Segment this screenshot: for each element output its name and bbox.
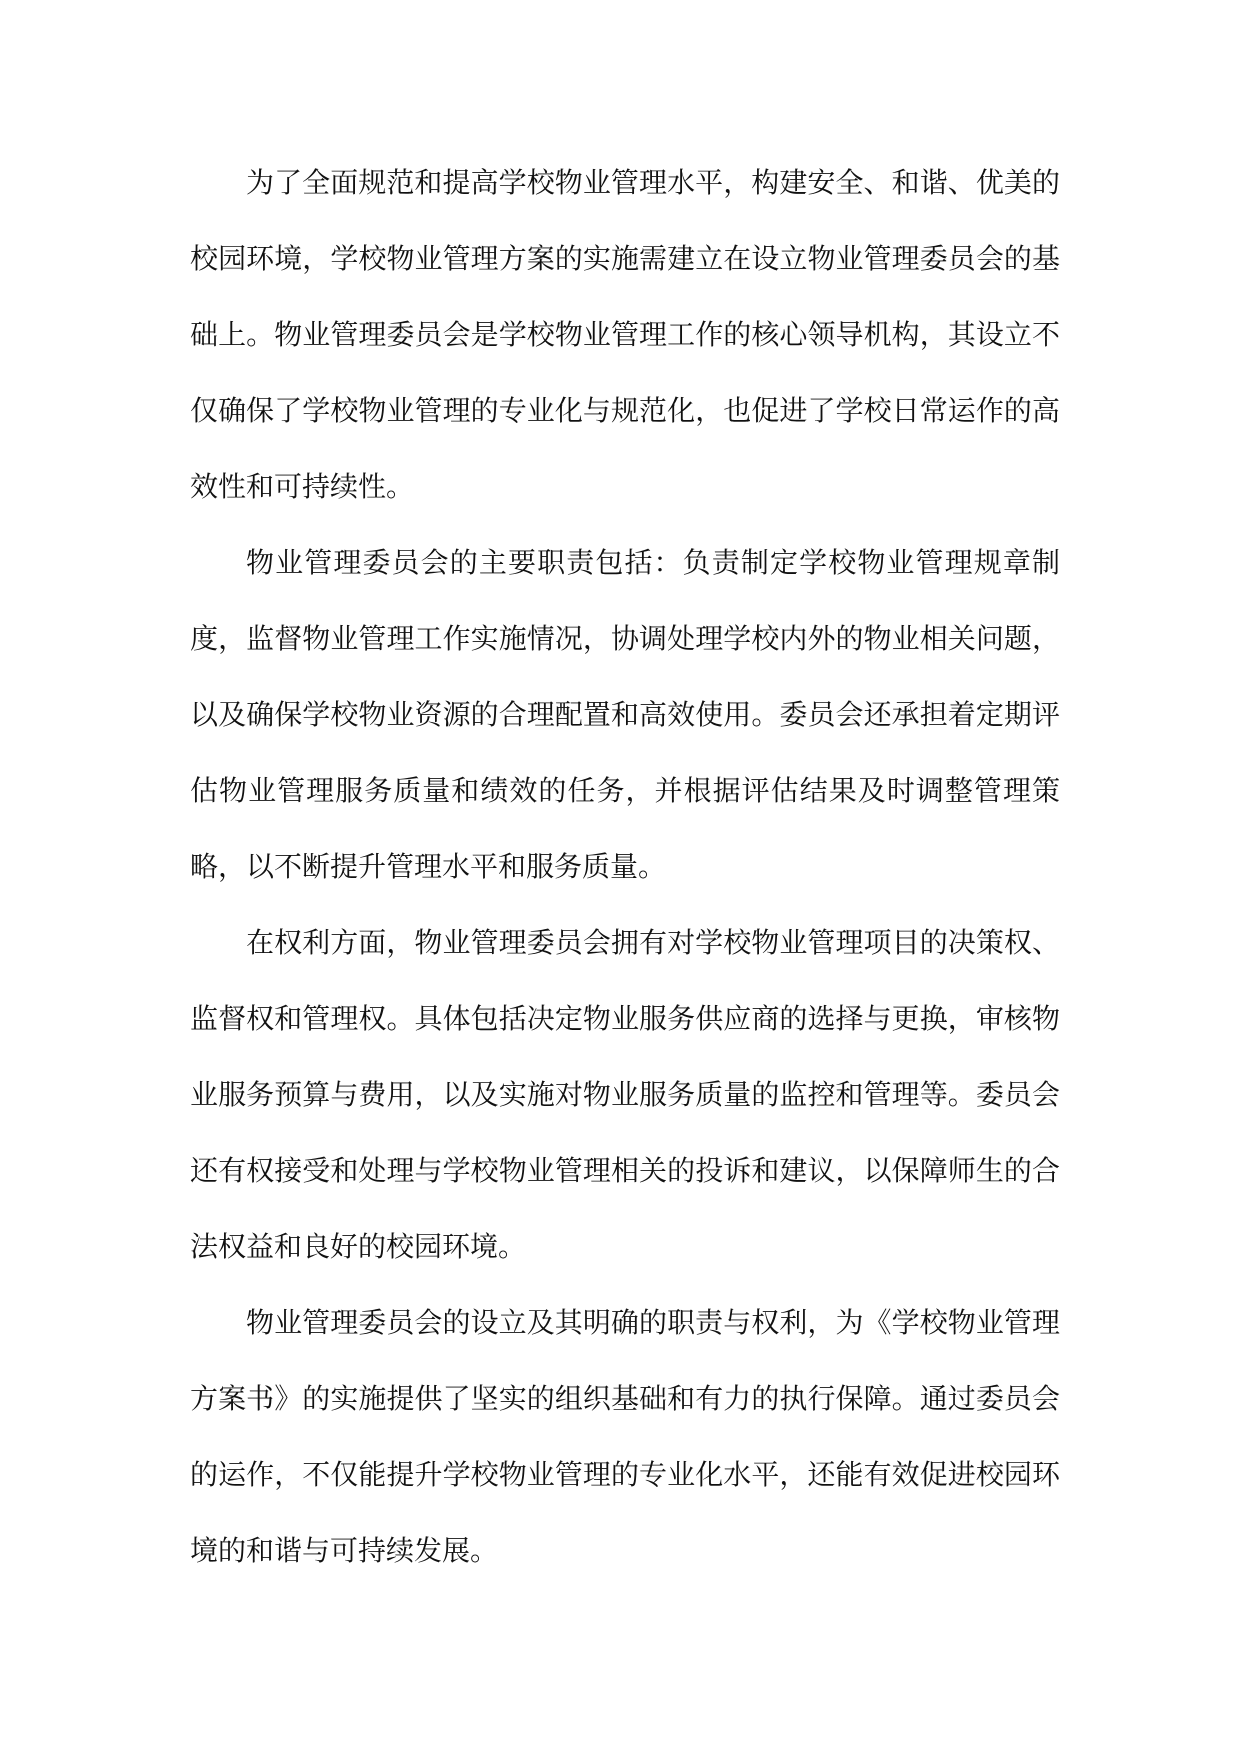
paragraph-4: 物业管理委员会的设立及其明确的职责与权利，为《学校物业管理方案书》的实施提供了坚实的组织基础和有力的执行保障。通过委员会的运作，不仅能提升学校物业管理的专业化水平，还能有效促进校园环境的和谐与可持续发展。: [190, 1306, 1060, 1567]
paragraph-3: 在权利方面，物业管理委员会拥有对学校物业管理项目的决策权、监督权和管理权。具体包括决定物业服务供应商的选择与更换，审核物业服务预算与费用，以及实施对物业服务质量的监控和管理等。委员会还有权接受和处理与学校物业管理相关的投诉和建议，以保障师生的合法权益和良好的校园环境。: [190, 926, 1060, 1263]
paragraph-2: 物业管理委员会的主要职责包括：负责制定学校物业管理规章制度，监督物业管理工作实施情况，协调处理学校内外的物业相关问题，以及确保学校物业资源的合理配置和高效使用。委员会还承担着定期评估物业管理服务质量和绩效的任务，并根据评估结果及时调整管理策略，以不断提升管理水平和服务质量。: [190, 546, 1060, 883]
paragraph-1: 为了全面规范和提高学校物业管理水平，构建安全、和谐、优美的校园环境，学校物业管理方案的实施需建立在设立物业管理委员会的基础上。物业管理委员会是学校物业管理工作的核心领导机构，其设立不仅确保了学校物业管理的专业化与规范化，也促进了学校日常运作的高效性和可持续性。: [190, 166, 1060, 503]
document-body: [190, 145, 1060, 1589]
